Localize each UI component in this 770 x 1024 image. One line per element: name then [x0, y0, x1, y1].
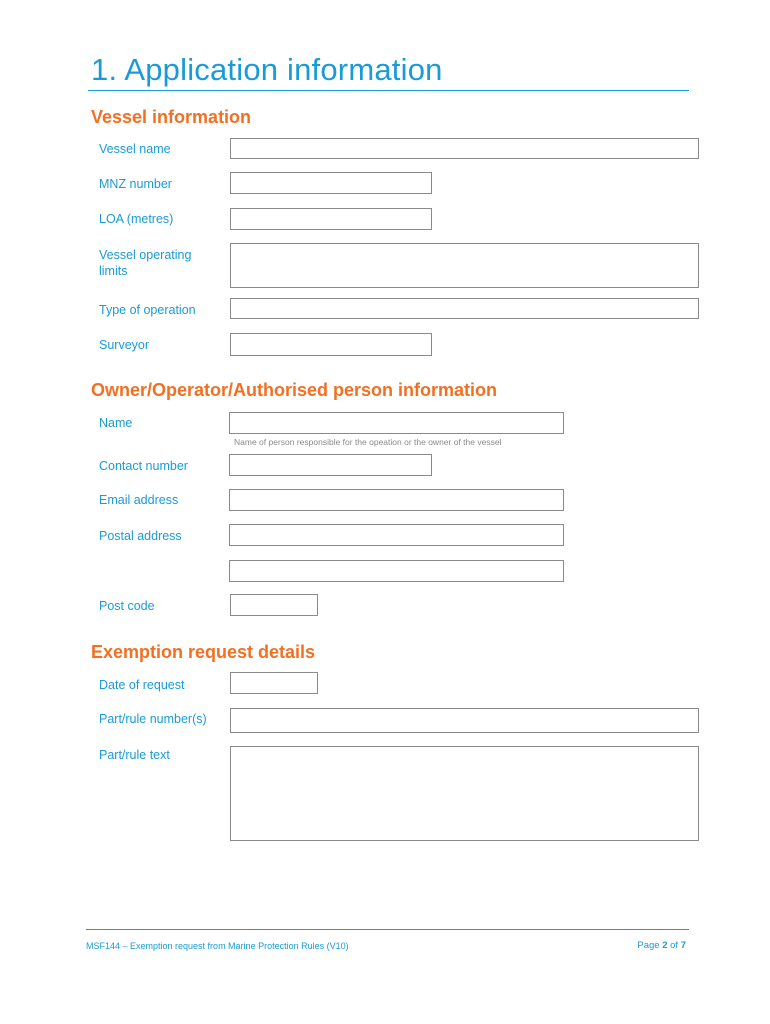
loa-input[interactable]: [230, 208, 432, 230]
contact-number-input[interactable]: [229, 454, 432, 476]
post-code-label: Post code: [99, 599, 155, 613]
date-of-request-label: Date of request: [99, 678, 185, 692]
surveyor-label: Surveyor: [99, 338, 150, 352]
vessel-name-label: Vessel name: [99, 142, 171, 156]
vessel-name-input[interactable]: [230, 138, 699, 159]
part-rule-numbers-input[interactable]: [230, 708, 699, 733]
part-rule-text-textarea[interactable]: [230, 746, 699, 841]
date-of-request-input[interactable]: [230, 672, 318, 694]
operating-limits-label-line1: Vessel operating: [99, 248, 192, 262]
postal-address-label: Postal address: [99, 529, 182, 543]
owner-section-heading: Owner/Operator/Authorised person information: [91, 380, 498, 400]
footer-divider: [86, 929, 689, 930]
part-rule-numbers-label: Part/rule number(s): [99, 712, 207, 726]
footer-document-ref: MSF144 – Exemption request from Marine Protection Rules (V10): [86, 941, 349, 951]
post-code-input[interactable]: [230, 594, 318, 616]
postal-address-line2-input[interactable]: [229, 560, 564, 582]
footer-page-prefix: Page: [637, 940, 660, 951]
postal-address-line1-input[interactable]: [229, 524, 564, 546]
vessel-section-heading: Vessel information: [91, 107, 252, 127]
operating-limits-textarea[interactable]: [230, 243, 699, 288]
contact-number-label: Contact number: [99, 459, 188, 473]
owner-name-label: Name: [99, 416, 133, 430]
owner-name-hint: Name of person responsible for the opeation or the owner of the vessel: [234, 437, 502, 447]
mnz-number-input[interactable]: [230, 172, 432, 194]
footer-page-of: of: [670, 940, 679, 951]
mnz-number-label: MNZ number: [99, 177, 172, 191]
footer-page-total: 7: [680, 940, 686, 951]
type-of-operation-label: Type of operation: [99, 303, 196, 317]
part-rule-text-label: Part/rule text: [99, 748, 170, 762]
email-label: Email address: [99, 493, 179, 507]
surveyor-input[interactable]: [230, 333, 432, 356]
footer-page-current: 2: [662, 940, 668, 951]
loa-label: LOA (metres): [99, 212, 174, 226]
footer-page-number: [637, 940, 686, 951]
title-divider: [88, 90, 689, 91]
exemption-section-heading: Exemption request details: [91, 642, 316, 662]
page-title: 1. Application information: [91, 52, 443, 87]
type-of-operation-input[interactable]: [230, 298, 699, 319]
operating-limits-label-line2: limits: [99, 264, 128, 278]
operating-limits-label: [99, 247, 191, 279]
email-input[interactable]: [229, 489, 564, 511]
owner-name-input[interactable]: [229, 412, 564, 434]
